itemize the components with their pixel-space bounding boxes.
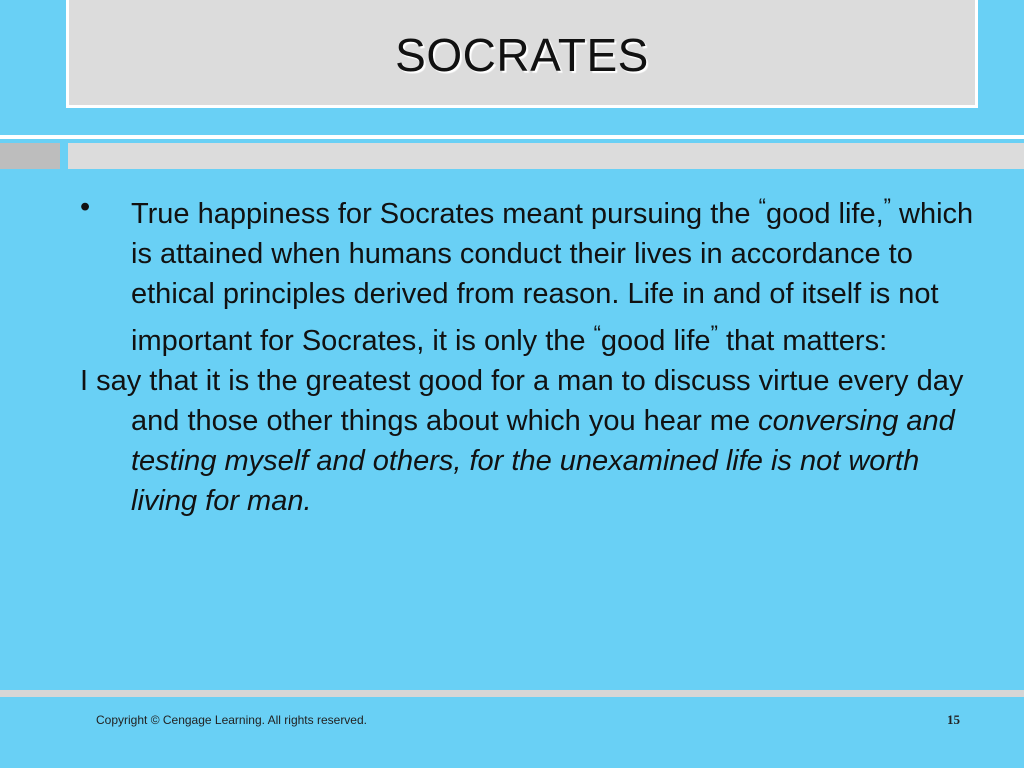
footer-band <box>0 690 1024 697</box>
copyright-notice: Copyright © Cengage Learning. All rights reserved. <box>96 713 367 727</box>
header-band <box>68 143 1024 169</box>
good-life-phrase: good life, <box>765 198 884 230</box>
bullet-paragraph <box>80 187 980 361</box>
close-quote-mark: ” <box>710 321 718 346</box>
slide-title: SOCRATES <box>395 29 649 81</box>
accent-block <box>0 143 60 169</box>
slide-body <box>80 187 980 521</box>
page-number: 15 <box>947 712 960 727</box>
bullet-text-3: that matters: <box>717 325 888 357</box>
bullet-text-2: which is attained when humans conduct their lives in accordance to ethical principles derived from reason. Life in and of itself is not important for Socrates, it is only the <box>131 198 974 357</box>
bullet-text-1: True happiness for Socrates meant pursuing the <box>131 198 759 230</box>
quote-text: I say that it is the greatest good for a man to discuss virtue every day and those other things about which you hear me <box>80 365 964 437</box>
close-quote-mark: ” <box>883 194 891 219</box>
bullet-marker: • <box>80 191 91 223</box>
open-quote-mark: “ <box>758 194 766 219</box>
title-box <box>66 0 978 108</box>
open-quote-mark: “ <box>593 321 601 346</box>
quote-paragraph <box>80 361 980 521</box>
quote-italic-text: conversing and testing myself and others, for the unexamined life is not worth living for man. <box>131 405 955 517</box>
good-life-phrase: good life <box>600 325 711 357</box>
divider-line <box>0 135 1024 139</box>
